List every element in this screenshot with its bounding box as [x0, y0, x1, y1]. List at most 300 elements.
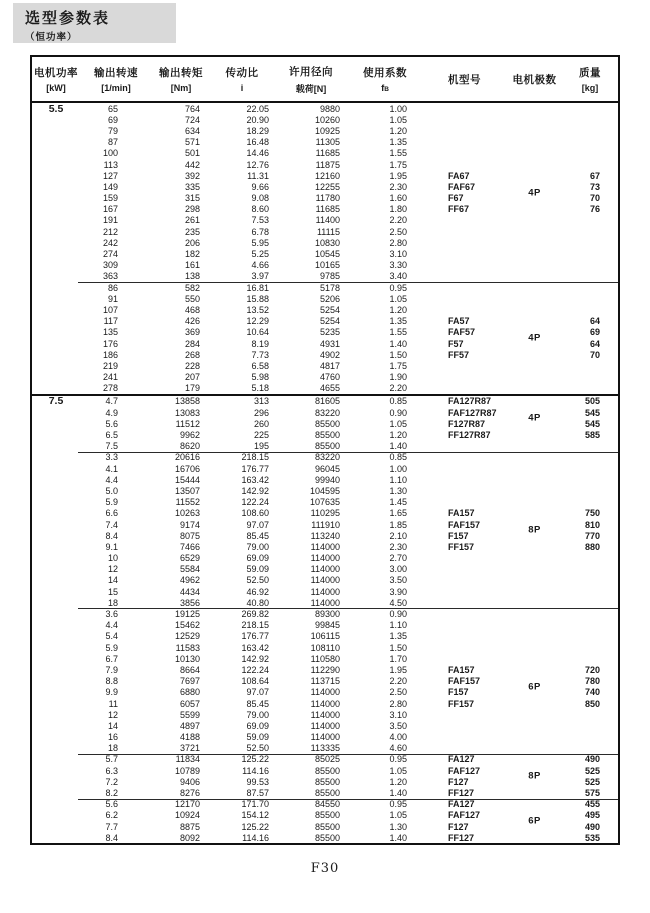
cell-torque: 11583	[175, 642, 200, 653]
cell-radial-load: 10260	[314, 114, 340, 125]
cell-torque: 724	[184, 114, 200, 125]
cell-mass	[562, 597, 618, 608]
cell-mass	[562, 732, 618, 743]
cell-service-factor: 1.60	[389, 193, 407, 204]
column-header-model: 机型号	[448, 73, 481, 86]
cell-power	[32, 170, 80, 181]
cell-mass	[562, 485, 618, 496]
cell-speed: 149	[102, 181, 118, 192]
cell-radial-load: 11685	[315, 148, 340, 159]
cell-mass: 495	[584, 810, 600, 821]
cell-service-factor: 2.50	[389, 687, 407, 698]
table-row	[32, 564, 618, 575]
cell-poles	[507, 754, 562, 765]
cell-poles	[507, 664, 562, 675]
cell-poles	[507, 372, 562, 383]
cell-radial-load: 11780	[315, 193, 340, 204]
cell-mass: 64	[589, 316, 600, 327]
poles-label: 4P	[528, 332, 541, 344]
table-body	[32, 103, 618, 843]
cell-model	[422, 226, 507, 237]
cell-torque: 206	[184, 237, 200, 248]
table-row	[32, 720, 618, 731]
cell-mass: 780	[584, 676, 600, 687]
cell-torque: 261	[184, 215, 200, 226]
cell-torque: 179	[184, 383, 200, 394]
cell-model	[422, 215, 507, 226]
cell-ratio: 18.29	[246, 125, 269, 136]
cell-ratio: 225	[253, 430, 269, 441]
cell-radial-load: 111910	[311, 519, 340, 530]
cell-power	[32, 327, 80, 338]
cell-radial-load: 85500	[314, 832, 340, 843]
cell-service-factor: 0.95	[389, 754, 407, 765]
cell-ratio: 122.24	[241, 664, 269, 675]
cell-torque: 315	[184, 193, 200, 204]
cell-ratio: 154.12	[241, 810, 269, 821]
cell-poles	[507, 698, 562, 709]
cell-mass	[562, 271, 618, 282]
cell-speed: 242	[102, 237, 118, 248]
cell-ratio: 313	[253, 396, 269, 407]
cell-service-factor: 3.30	[389, 260, 407, 271]
gear-block	[32, 754, 618, 799]
cell-torque: 7697	[179, 676, 200, 687]
gear-block	[32, 103, 618, 282]
cell-ratio: 16.48	[246, 137, 269, 148]
column-header-torque: 输出转矩 [Nm]	[159, 67, 203, 93]
cell-model	[422, 372, 507, 383]
table-row	[32, 114, 618, 125]
power-group	[32, 394, 618, 844]
cell-torque: 582	[184, 282, 200, 293]
cell-torque: 10130	[174, 653, 200, 664]
cell-ratio: 8.60	[251, 204, 269, 215]
cell-mass: 720	[584, 664, 600, 675]
cell-mass: 585	[584, 430, 600, 441]
table-row	[32, 553, 618, 564]
cell-torque: 6057	[179, 698, 200, 709]
cell-torque: 8092	[179, 832, 200, 843]
cell-torque: 13858	[174, 396, 200, 407]
cell-ratio: 125.22	[241, 821, 269, 832]
cell-ratio: 59.09	[246, 564, 269, 575]
cell-mass	[562, 293, 618, 304]
cell-torque: 9962	[179, 430, 200, 441]
cell-poles	[507, 304, 562, 315]
cell-ratio: 218.15	[241, 452, 269, 463]
cell-ratio: 176.77	[241, 631, 269, 642]
cell-radial-load: 99845	[314, 620, 340, 631]
table-row	[32, 260, 618, 271]
cell-model: FAF127	[448, 765, 481, 776]
cell-poles	[507, 396, 562, 407]
cell-torque: 10924	[174, 810, 200, 821]
cell-radial-load: 5254	[319, 304, 340, 315]
cell-power	[32, 597, 80, 608]
cell-service-factor: 1.45	[389, 497, 407, 508]
cell-mass	[562, 137, 618, 148]
cell-torque: 10263	[174, 508, 200, 519]
cell-torque: 15462	[174, 620, 200, 631]
cell-model	[422, 642, 507, 653]
power-group	[32, 103, 618, 394]
cell-torque: 161	[184, 260, 200, 271]
cell-model: FA127	[448, 754, 475, 765]
cell-ratio: 142.92	[241, 485, 269, 496]
cell-mass	[562, 215, 618, 226]
column-header-service-factor: 使用系数 f B	[363, 66, 407, 94]
cell-speed: 10	[107, 553, 118, 564]
cell-torque: 138	[184, 271, 200, 282]
cell-mass: 70	[589, 193, 600, 204]
cell-model: F127R87	[448, 418, 486, 429]
table-row	[32, 349, 618, 360]
cell-mass	[562, 620, 618, 631]
cell-torque: 8075	[179, 530, 200, 541]
table-row	[32, 631, 618, 642]
cell-poles	[507, 237, 562, 248]
cell-ratio: 7.53	[251, 215, 269, 226]
cell-power	[32, 383, 80, 394]
cell-model	[422, 575, 507, 586]
cell-service-factor: 2.80	[389, 237, 407, 248]
cell-radial-load: 104595	[309, 485, 340, 496]
cell-speed: 186	[102, 349, 118, 360]
cell-ratio: 142.92	[241, 653, 269, 664]
cell-poles	[507, 631, 562, 642]
cell-radial-load: 114000	[310, 732, 340, 743]
cell-ratio: 99.53	[246, 776, 269, 787]
cell-radial-load: 85500	[314, 821, 340, 832]
cell-poles	[507, 125, 562, 136]
cell-ratio: 10.64	[246, 327, 269, 338]
cell-speed: 309	[102, 260, 118, 271]
cell-speed: 16	[107, 732, 118, 743]
cell-speed: 6.2	[105, 810, 118, 821]
cell-power	[32, 519, 80, 530]
cell-power	[32, 226, 80, 237]
gear-block	[32, 799, 618, 844]
cell-torque: 298	[184, 204, 200, 215]
cell-poles	[507, 541, 562, 552]
cell-speed: 12	[107, 709, 118, 720]
footer-page-number: F30	[310, 861, 340, 876]
cell-power	[32, 204, 80, 215]
cell-ratio: 79.00	[246, 541, 269, 552]
table-row	[32, 125, 618, 136]
cell-mass	[562, 608, 618, 619]
cell-speed: 7.2	[105, 776, 118, 787]
cell-power	[32, 676, 80, 687]
cell-poles	[507, 452, 562, 463]
cell-service-factor: 1.85	[389, 519, 407, 530]
cell-ratio: 269.82	[241, 609, 269, 620]
cell-power	[32, 799, 80, 810]
cell-radial-load: 12255	[314, 181, 340, 192]
cell-radial-load: 114000	[310, 698, 340, 709]
cell-radial-load: 113715	[310, 676, 340, 687]
cell-ratio: 260	[253, 418, 269, 429]
cell-poles	[507, 282, 562, 293]
cell-speed: 12	[107, 564, 118, 575]
cell-torque: 19125	[174, 609, 200, 620]
cell-mass: 455	[584, 799, 600, 810]
cell-mass	[562, 304, 618, 315]
cell-model: FA67	[448, 170, 470, 181]
cell-power	[32, 642, 80, 653]
cell-radial-load: 12160	[314, 170, 340, 181]
cell-ratio: 7.73	[251, 349, 269, 360]
cell-ratio: 296	[253, 407, 269, 418]
cell-mass	[562, 282, 618, 293]
cell-speed: 135	[102, 327, 118, 338]
cell-model: FA127R87	[448, 396, 492, 407]
cell-mass	[562, 631, 618, 642]
cell-torque: 7466	[179, 541, 200, 552]
cell-power: 7.5	[48, 395, 64, 408]
table-row	[32, 271, 618, 282]
cell-model: F157	[448, 530, 469, 541]
cell-speed: 11	[108, 698, 118, 709]
table-row	[32, 360, 618, 371]
cell-poles	[507, 114, 562, 125]
cell-power	[32, 765, 80, 776]
cell-service-factor: 0.95	[389, 282, 407, 293]
cell-radial-load: 5206	[319, 293, 340, 304]
cell-model	[422, 304, 507, 315]
cell-service-factor: 3.50	[389, 720, 407, 731]
cell-service-factor: 1.80	[389, 204, 407, 215]
cell-model	[422, 159, 507, 170]
cell-torque: 11834	[175, 754, 200, 765]
poles-label: 6P	[528, 815, 541, 827]
cell-power	[32, 271, 80, 282]
cell-mass: 545	[584, 418, 600, 429]
cell-mass: 64	[589, 338, 600, 349]
cell-ratio: 195	[253, 441, 269, 452]
cell-service-factor: 3.40	[389, 271, 407, 282]
cell-service-factor: 1.55	[389, 148, 407, 159]
table-row	[32, 664, 618, 675]
column-header-mass: 质量 [kg]	[579, 67, 601, 93]
cell-speed: 8.2	[105, 788, 118, 799]
cell-ratio: 176.77	[241, 463, 269, 474]
table-row	[32, 832, 618, 843]
cell-model	[422, 631, 507, 642]
cell-torque: 8664	[179, 664, 200, 675]
cell-power	[32, 810, 80, 821]
cell-ratio: 108.64	[241, 676, 269, 687]
cell-mass	[562, 575, 618, 586]
cell-radial-load: 112290	[310, 664, 340, 675]
poles-label: 6P	[528, 681, 541, 693]
cell-torque: 12170	[174, 799, 200, 810]
cell-speed: 7.4	[105, 519, 118, 530]
cell-speed: 4.1	[105, 463, 118, 474]
cell-power	[32, 575, 80, 586]
cell-service-factor: 1.05	[389, 765, 407, 776]
cell-mass	[562, 103, 618, 114]
cell-poles	[507, 159, 562, 170]
cell-radial-load: 85500	[314, 765, 340, 776]
gear-block	[32, 608, 618, 753]
cell-model: FAF67	[448, 181, 476, 192]
cell-ratio: 20.90	[246, 114, 269, 125]
cell-speed: 3.6	[105, 609, 118, 620]
cell-radial-load: 114000	[310, 553, 340, 564]
cell-power	[32, 159, 80, 170]
cell-service-factor: 1.30	[389, 485, 407, 496]
cell-speed: 7.5	[105, 441, 118, 452]
cell-model	[422, 260, 507, 271]
cell-mass	[562, 360, 618, 371]
cell-ratio: 69.09	[246, 553, 269, 564]
cell-service-factor: 1.50	[389, 349, 407, 360]
cell-speed: 9.9	[105, 687, 118, 698]
cell-speed: 159	[102, 193, 118, 204]
cell-poles	[507, 787, 562, 798]
cell-torque: 11552	[175, 497, 200, 508]
cell-power	[32, 564, 80, 575]
selection-parameter-table	[30, 55, 620, 845]
cell-service-factor: 1.05	[389, 293, 407, 304]
cell-radial-load: 114000	[310, 564, 340, 575]
cell-power	[32, 664, 80, 675]
cell-model	[422, 383, 507, 394]
cell-ratio: 125.22	[241, 754, 269, 765]
cell-torque: 6880	[179, 687, 200, 698]
table-row	[32, 698, 618, 709]
table-row	[32, 248, 618, 259]
table-row	[32, 799, 618, 810]
cell-radial-load: 106115	[310, 631, 340, 642]
cell-speed: 5.9	[105, 497, 118, 508]
cell-speed: 91	[107, 293, 118, 304]
cell-service-factor: 3.00	[389, 564, 407, 575]
cell-radial-load: 85500	[314, 430, 340, 441]
cell-radial-load: 108110	[310, 642, 340, 653]
cell-service-factor: 0.85	[389, 396, 407, 407]
cell-torque: 16706	[174, 463, 200, 474]
cell-power	[32, 114, 80, 125]
cell-torque: 8276	[179, 788, 200, 799]
cell-power	[32, 832, 80, 843]
cell-radial-load: 110295	[310, 508, 340, 519]
cell-speed: 5.9	[105, 642, 118, 653]
cell-model	[422, 271, 507, 282]
cell-torque: 335	[184, 181, 200, 192]
cell-poles	[507, 564, 562, 575]
column-header-ratio: 传动比 i	[225, 67, 259, 93]
cell-power	[32, 497, 80, 508]
cell-model: FF67	[448, 204, 470, 215]
table-row	[32, 441, 618, 452]
cell-speed: 8.8	[105, 676, 118, 687]
cell-model: FAF127	[448, 810, 481, 821]
table-row	[32, 474, 618, 485]
cell-power	[32, 732, 80, 743]
cell-speed: 5.7	[105, 754, 118, 765]
table-row	[32, 148, 618, 159]
cell-torque: 426	[184, 316, 200, 327]
cell-poles	[507, 137, 562, 148]
cell-radial-load: 4817	[319, 360, 340, 371]
cell-model	[422, 720, 507, 731]
cell-ratio: 97.07	[246, 687, 269, 698]
cell-service-factor: 1.70	[389, 653, 407, 664]
cell-service-factor: 1.90	[389, 372, 407, 383]
cell-power	[32, 349, 80, 360]
cell-ratio: 9.66	[251, 181, 269, 192]
poles-label: 4P	[528, 187, 541, 199]
cell-model	[422, 553, 507, 564]
cell-power	[32, 282, 80, 293]
cell-speed: 69	[107, 114, 118, 125]
cell-radial-load: 114000	[310, 597, 340, 608]
table-row	[32, 372, 618, 383]
cell-torque: 442	[184, 159, 200, 170]
cell-poles	[507, 620, 562, 631]
cell-ratio: 69.09	[246, 720, 269, 731]
cell-ratio: 16.81	[246, 282, 269, 293]
cell-power	[32, 260, 80, 271]
cell-torque: 468	[184, 304, 200, 315]
cell-speed: 241	[102, 372, 118, 383]
cell-mass	[562, 441, 618, 452]
cell-speed: 14	[107, 575, 118, 586]
cell-radial-load: 99940	[314, 474, 340, 485]
cell-power	[32, 508, 80, 519]
cell-radial-load: 9785	[319, 271, 340, 282]
cell-speed: 5.6	[105, 418, 118, 429]
page-title: 选型参数表	[25, 10, 111, 27]
table-row	[32, 316, 618, 327]
cell-speed: 6.7	[105, 653, 118, 664]
cell-service-factor: 1.95	[389, 170, 407, 181]
cell-poles	[507, 832, 562, 843]
cell-speed: 8.4	[105, 530, 118, 541]
cell-ratio: 85.45	[246, 530, 269, 541]
cell-service-factor: 1.05	[389, 418, 407, 429]
cell-model: F67	[448, 193, 464, 204]
cell-speed: 3.3	[105, 452, 118, 463]
cell-speed: 4.9	[105, 407, 118, 418]
cell-service-factor: 1.35	[389, 631, 407, 642]
table-row	[32, 204, 618, 215]
table-row	[32, 575, 618, 586]
cell-ratio: 108.60	[241, 508, 269, 519]
table-row	[32, 642, 618, 653]
cell-model: FF157	[448, 698, 475, 709]
cell-model	[422, 653, 507, 664]
cell-ratio: 163.42	[241, 474, 269, 485]
cell-mass	[562, 709, 618, 720]
cell-speed: 127	[102, 170, 118, 181]
cell-ratio: 12.76	[246, 159, 269, 170]
cell-speed: 7.9	[105, 664, 118, 675]
cell-mass	[562, 553, 618, 564]
cell-power	[32, 316, 80, 327]
cell-torque: 5584	[179, 564, 200, 575]
cell-mass	[562, 248, 618, 259]
cell-speed: 4.7	[105, 396, 118, 407]
gear-block	[32, 452, 618, 609]
cell-torque: 9406	[179, 776, 200, 787]
cell-torque: 571	[184, 137, 200, 148]
cell-poles	[507, 103, 562, 114]
cell-speed: 5.6	[105, 799, 118, 810]
